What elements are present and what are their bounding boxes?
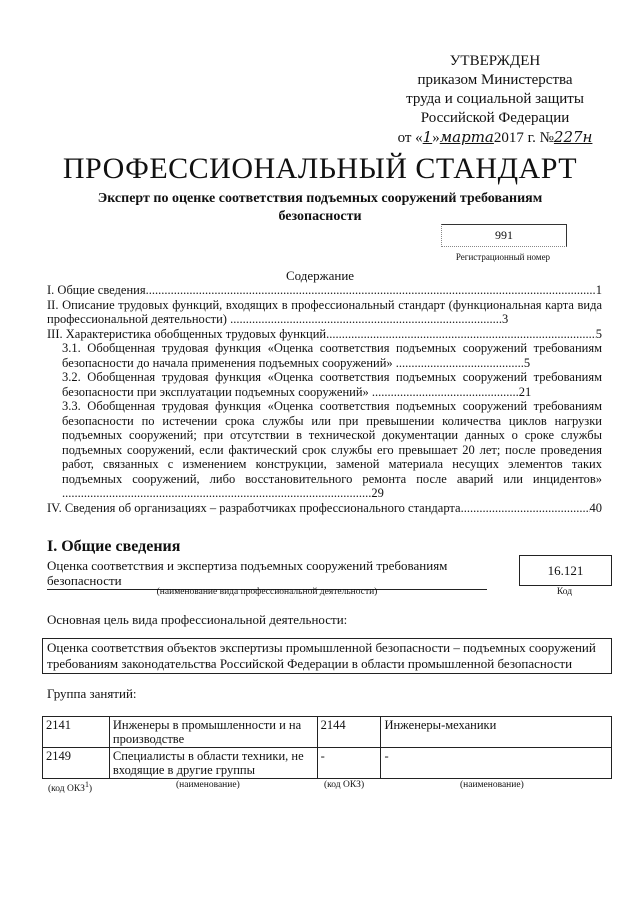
toc-leader: ............................................... bbox=[371, 384, 519, 399]
toc-leader: ......................................... bbox=[395, 355, 524, 370]
activity-name: Оценка соответствия и экспертиза подъемных сооружений требованиям безопасности bbox=[47, 558, 487, 590]
table-row bbox=[43, 748, 612, 779]
toc-leader: ................................................................................................... bbox=[62, 486, 372, 500]
goal-label: Основная цель вида профессиональной деятельности: bbox=[47, 612, 348, 627]
approval-line-2: приказом Министерства bbox=[417, 72, 573, 88]
toc-item-text: 3.1. Обобщенная трудовая функция «Оценка соответствия подъемных сооружений требованиям безопасности до начала применения подъемных сооружений» bbox=[62, 341, 602, 370]
toc-item-text: I. Общие сведения bbox=[47, 283, 146, 297]
caption-text: (код ОКЗ bbox=[48, 784, 85, 795]
okz-code: - bbox=[317, 748, 381, 779]
toc-page: 5 bbox=[595, 326, 602, 341]
okz-code: 2144 bbox=[317, 717, 381, 748]
toc-leader: ....................................................................................... bbox=[230, 312, 502, 326]
approval-line-3: труда и социальной защиты bbox=[406, 91, 584, 107]
goal-text: Оценка соответствия объектов экспертизы промышленной безопасности – подъемных сооружений требованиям законодательства Российской Федерации в области промышленной безопасности bbox=[42, 638, 612, 674]
table-row bbox=[43, 717, 612, 748]
occupation-name: Инженеры в промышленности и на производстве bbox=[109, 717, 317, 748]
toc-item-text: IV. Сведения об организациях – разработчиках профессионального стандарта bbox=[47, 500, 461, 515]
name-caption-2: (наименование) bbox=[460, 780, 524, 790]
approval-year: 2017 г. № bbox=[493, 130, 554, 146]
toc-leader bbox=[326, 327, 596, 342]
occupation-groups-table bbox=[42, 716, 612, 779]
toc-item-text: 3.3. Обобщенная трудовая функция «Оценка соответствия подъемных сооружений требованиям безопасности по истечении срока службы или при превышении количества циклов нагрузки подъемных сооружений; при отсутствии в технической документации данных о сроке службы подъемных сооружений, если фактический срок службы его превышает 20 лет; после проведения работ, связанных с изменением конструкции, заменой материала несущих элементов таких подъемных сооружений, либо восстановительного ремонта после аварий или инцидентов» bbox=[62, 399, 602, 486]
toc-page: 5 bbox=[523, 355, 531, 370]
toc-page: 40 bbox=[589, 500, 602, 515]
toc-item-text: 3.2. Обобщенная трудовая функция «Оценка соответствия подъемных сооружений требованиям безопасности при эксплуатации подъемных сооружений» bbox=[62, 370, 602, 399]
toc-item[interactable] bbox=[47, 327, 602, 342]
okz-code: 2149 bbox=[43, 748, 110, 779]
footnote-mark: 1 bbox=[84, 780, 89, 789]
toc-leader bbox=[146, 283, 596, 298]
toc-item-text: III. Характеристика обобщенных трудовых функций bbox=[47, 326, 327, 341]
okz-code-caption bbox=[48, 780, 92, 794]
toc-item[interactable] bbox=[47, 341, 602, 370]
approval-block bbox=[380, 52, 610, 148]
table-of-contents bbox=[47, 283, 602, 515]
approval-day: 1 bbox=[422, 128, 433, 146]
toc-item-text: II. Описание трудовых функций, входящих в профессиональный стандарт (функциональная карта вида профессиональной деятельности) bbox=[47, 297, 602, 326]
toc-page: 21 bbox=[518, 384, 532, 399]
toc-item[interactable] bbox=[47, 298, 602, 327]
registration-caption: Регистрационный номер bbox=[455, 252, 551, 262]
group-label: Группа занятий: bbox=[47, 686, 137, 701]
toc-page: 29 bbox=[371, 486, 384, 500]
approval-line-4: Российской Федерации bbox=[420, 110, 570, 126]
section-heading: I. Общие сведения bbox=[47, 538, 181, 555]
caption-close: ) bbox=[88, 784, 93, 795]
activity-caption: (наименование вида профессиональной деятельности) bbox=[156, 587, 378, 597]
toc-heading: Содержание bbox=[285, 268, 355, 283]
toc-item[interactable] bbox=[47, 399, 602, 501]
date-prefix: от « bbox=[397, 130, 423, 146]
occupation-name: Инженеры-механики bbox=[381, 717, 612, 748]
registration-number-box: 991 bbox=[441, 224, 567, 247]
toc-item[interactable] bbox=[47, 283, 602, 298]
activity-code: 16.121 bbox=[519, 555, 612, 586]
approval-line-1: УТВЕРЖДЕН bbox=[449, 53, 541, 69]
approval-number: 227н bbox=[553, 128, 593, 146]
code-caption: Код bbox=[556, 587, 573, 597]
toc-page: 3 bbox=[501, 312, 509, 326]
occupation-name: - bbox=[381, 748, 612, 779]
toc-leader bbox=[461, 501, 590, 516]
okz-code-caption-2: (код ОКЗ) bbox=[324, 780, 365, 790]
okz-code: 2141 bbox=[43, 717, 110, 748]
toc-page: 1 bbox=[595, 283, 602, 297]
toc-item[interactable] bbox=[47, 501, 602, 516]
toc-item[interactable] bbox=[47, 370, 602, 399]
approval-date bbox=[380, 128, 610, 148]
document-title: ПРОФЕССИОНАЛЬНЫЙ СТАНДАРТ bbox=[62, 152, 578, 185]
approval-month: марта bbox=[439, 128, 494, 146]
date-mid: » bbox=[432, 130, 440, 146]
name-caption: (наименование) bbox=[176, 780, 240, 790]
standard-name: Эксперт по оценке соответствия подъемных сооружений требованиям безопасности bbox=[97, 191, 543, 224]
occupation-name: Специалисты в области техники, не входящие в другие группы bbox=[109, 748, 317, 779]
